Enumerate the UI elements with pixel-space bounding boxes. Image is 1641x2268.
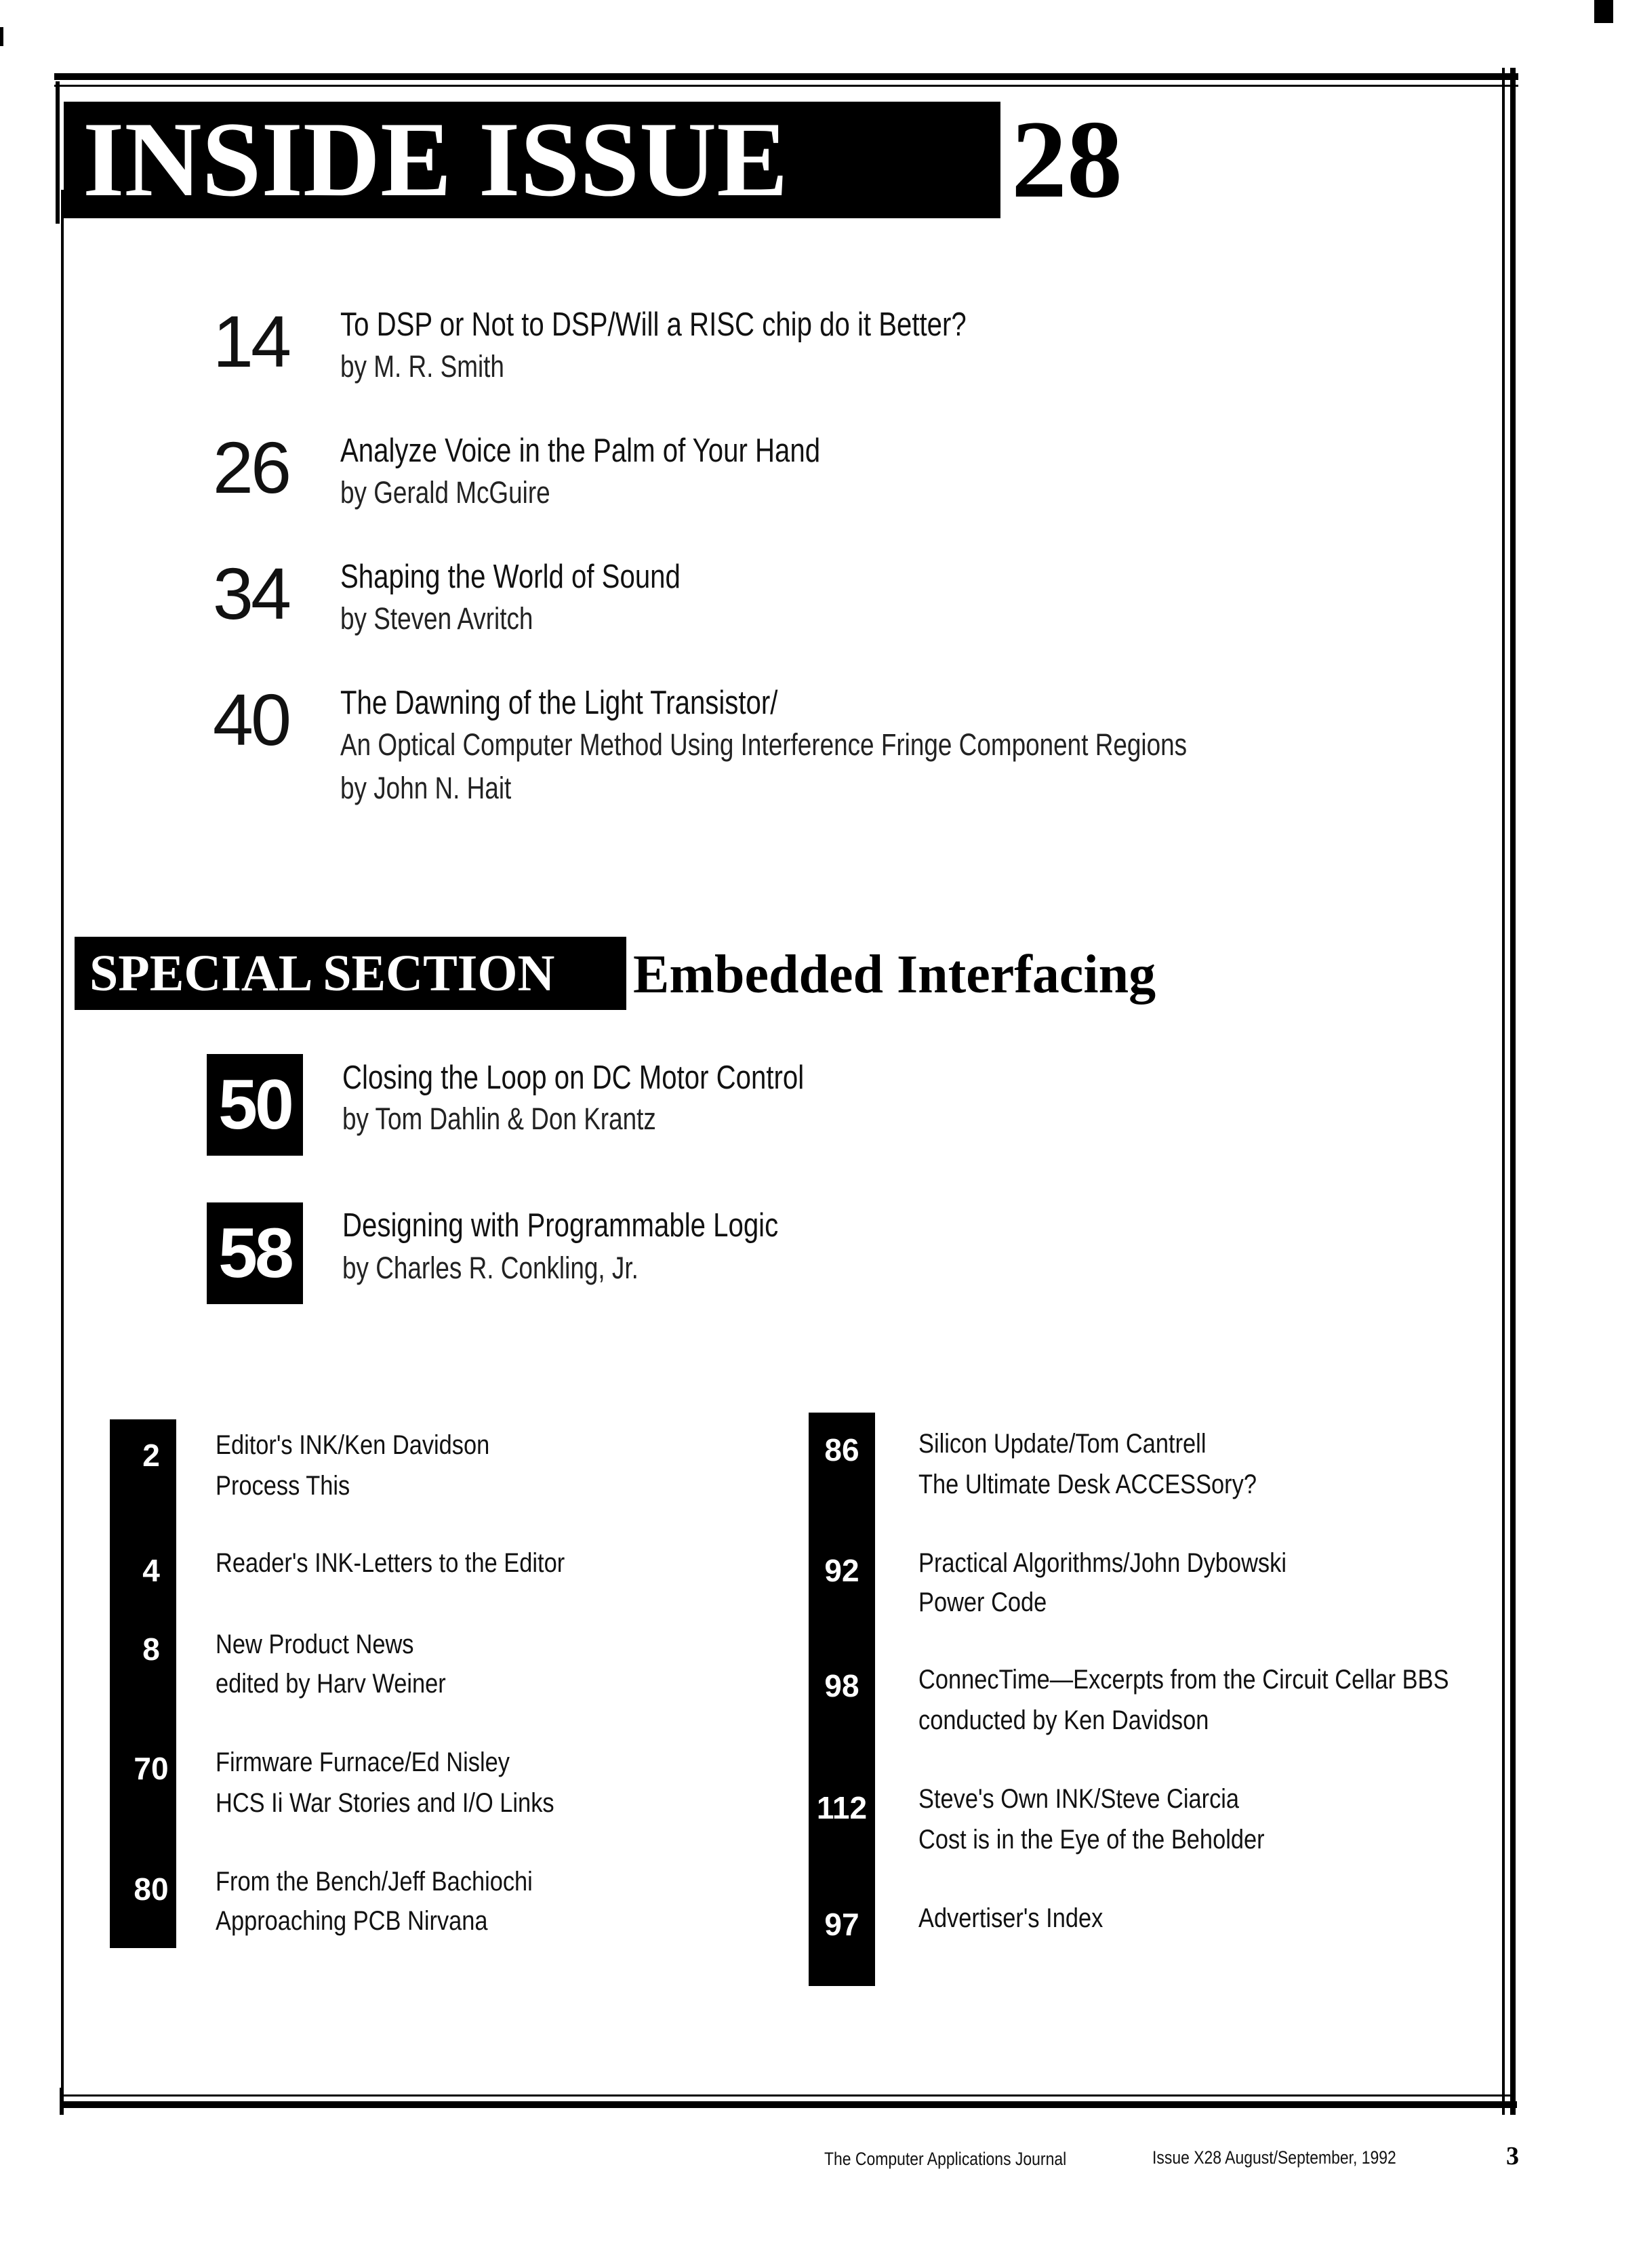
- department-page-number: 112: [816, 1790, 868, 1825]
- department-page-number: 80: [134, 1871, 169, 1907]
- issue-number: 28: [1011, 98, 1122, 221]
- department-page-number: 2: [142, 1438, 160, 1473]
- department-subtitle: Process This: [216, 1471, 350, 1501]
- feature-page-number: 14: [212, 300, 289, 382]
- department-subtitle: Power Code: [918, 1587, 1047, 1617]
- special-article-byline: by Charles R. Conkling, Jr.: [342, 1251, 639, 1285]
- department-page-number: 97: [824, 1907, 859, 1942]
- issue-date: Issue X28 August/September, 1992: [1152, 2147, 1396, 2168]
- page-number: 3: [1506, 2142, 1519, 2170]
- department-title[interactable]: Reader's INK-Letters to the Editor: [216, 1548, 565, 1578]
- corner-tick: [0, 27, 3, 46]
- department-title[interactable]: ConnecTime—Excerpts from the Circuit Cellar BBS: [918, 1665, 1449, 1695]
- feature-byline: by John N. Hait: [340, 771, 512, 805]
- feature-byline: by Gerald McGuire: [340, 475, 550, 510]
- special-article-byline: by Tom Dahlin & Don Krantz: [342, 1101, 656, 1136]
- department-subtitle: Approaching PCB Nirvana: [216, 1906, 488, 1936]
- department-title[interactable]: Advertiser's Index: [918, 1903, 1103, 1933]
- department-title[interactable]: Editor's INK/Ken Davidson: [216, 1430, 490, 1460]
- special-section-title: Embedded Interfacing: [633, 945, 1156, 1005]
- department-subtitle: HCS Ii War Stories and I/O Links: [216, 1788, 554, 1818]
- department-subtitle: edited by Harv Weiner: [216, 1669, 446, 1699]
- department-subtitle: The Ultimate Desk ACCESSory?: [918, 1470, 1257, 1499]
- feature-title[interactable]: The Dawning of the Light Transistor/: [340, 685, 778, 721]
- department-title[interactable]: Firmware Furnace/Ed Nisley: [216, 1747, 510, 1777]
- department-page-number: 98: [824, 1668, 859, 1703]
- special-article-title[interactable]: Closing the Loop on DC Motor Control: [342, 1059, 805, 1096]
- feature-byline: by M. R. Smith: [340, 349, 504, 384]
- department-subtitle: Cost is in the Eye of the Beholder: [918, 1825, 1265, 1855]
- special-article-title[interactable]: Designing with Programmable Logic: [342, 1207, 779, 1244]
- journal-name: The Computer Applications Journal: [824, 2149, 1067, 2169]
- department-page-number: 70: [134, 1751, 169, 1786]
- department-bar: [110, 1419, 176, 1948]
- feature-byline: by Steven Avritch: [340, 601, 533, 636]
- special-section-label: SPECIAL SECTION: [89, 945, 555, 1002]
- corner-mark: [1594, 0, 1613, 23]
- department-page-number: 86: [824, 1432, 859, 1467]
- department-title[interactable]: Steve's Own INK/Steve Ciarcia: [918, 1784, 1240, 1814]
- special-article-page-number: 50: [207, 1054, 303, 1156]
- department-title[interactable]: New Product News: [216, 1629, 414, 1659]
- department-title[interactable]: Practical Algorithms/John Dybowski: [918, 1548, 1287, 1578]
- feature-subtitle: An Optical Computer Method Using Interference Fringe Component Regions: [340, 727, 1188, 762]
- feature-title[interactable]: To DSP or Not to DSP/Will a RISC chip do it Better?: [340, 306, 967, 343]
- inside-issue-banner: [64, 102, 1000, 218]
- feature-page-number: 26: [212, 426, 289, 508]
- department-subtitle: conducted by Ken Davidson: [918, 1705, 1209, 1735]
- banner-title: INSIDE ISSUE: [83, 100, 788, 219]
- department-page-number: 92: [824, 1553, 859, 1588]
- feature-title[interactable]: Analyze Voice in the Palm of Your Hand: [340, 432, 821, 469]
- special-article-page-number: 58: [207, 1202, 303, 1304]
- department-page-number: 8: [142, 1632, 160, 1667]
- special-section-banner: [75, 937, 626, 1010]
- department-page-number: 4: [142, 1553, 160, 1588]
- department-title[interactable]: From the Bench/Jeff Bachiochi: [216, 1867, 533, 1897]
- feature-title[interactable]: Shaping the World of Sound: [340, 559, 681, 595]
- department-title[interactable]: Silicon Update/Tom Cantrell: [918, 1429, 1207, 1459]
- feature-page-number: 40: [212, 679, 289, 761]
- feature-page-number: 34: [212, 552, 289, 634]
